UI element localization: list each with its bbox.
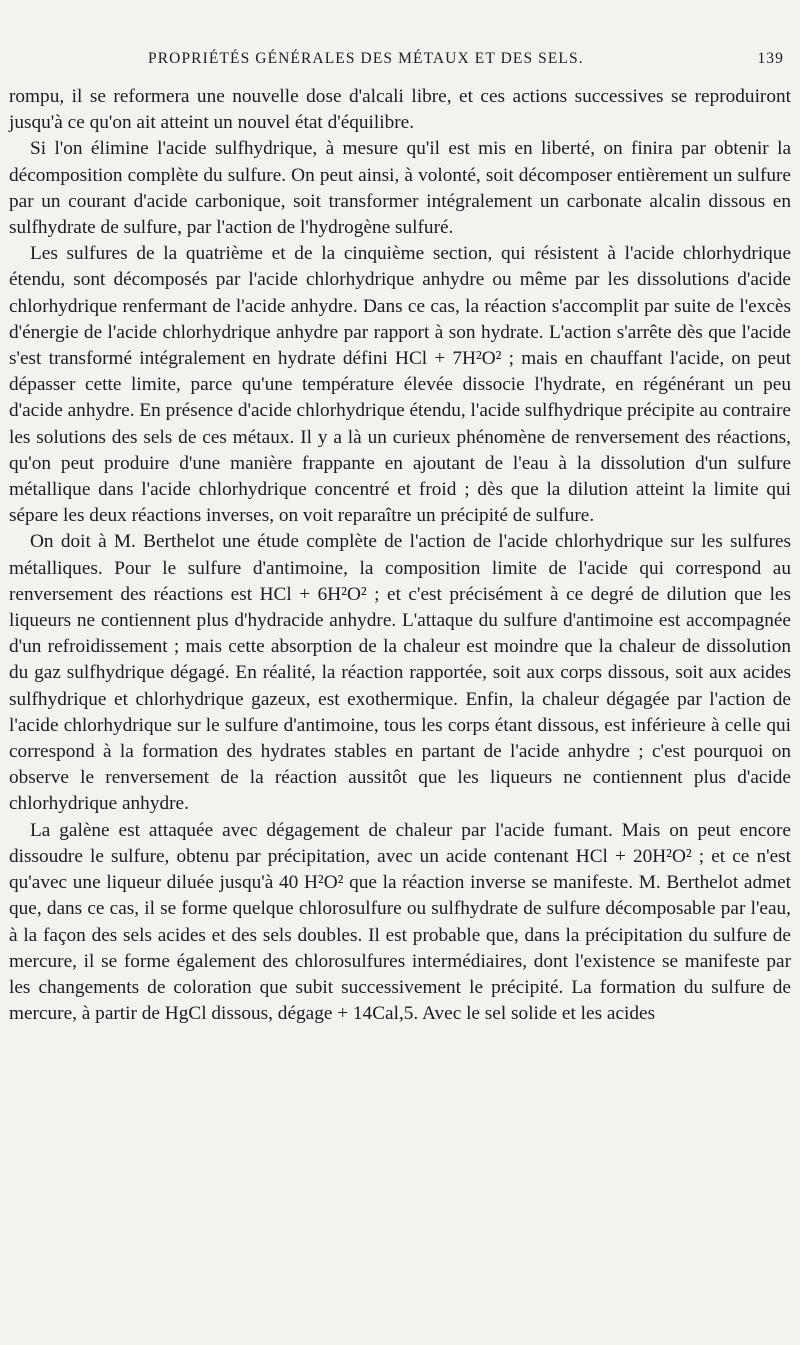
body-text: [9, 84, 791, 1027]
running-head: PROPRIÉTÉS GÉNÉRALES DES MÉTAUX ET DES SELS.: [148, 50, 584, 67]
paragraph: La galène est attaquée avec dégagement de chaleur par l'acide fumant. Mais on peut encore dissoudre le sulfure, obtenu par précipitation, avec un acide contenant HCl + 20H²O² ; et ce n'est qu'avec une liqueur diluée jusqu'à 40 H²O² que la réaction inverse se manifeste. M. Berthelot admet que, dans ce cas, il se forme quelque chlorosulfure ou sulfhydrate de sulfure décomposable par l'eau, à la façon des sels acides et des sels doubles. Il est probable que, dans la précipitation du sulfure de mercure, il se forme également des chlorosulfures intermédiaires, dont l'existence se manifeste par les changements de coloration que subit successivement le précipité. La formation du sulfure de mercure, à partir de HgCl dissous, dégage + 14Cal,5. Avec le sel solide et les acides: [9, 819, 791, 1025]
paragraph: On doit à M. Berthelot une étude complète de l'action de l'acide chlorhydrique sur les sulfures métalliques. Pour le sulfure d'antimoine, la composition limite de l'acide qui correspond au renversement des réactions est HCl + 6H²O² ; et c'est précisément à ce degré de dilution que les liqueurs ne contiennent plus d'hydracide anhydre. L'attaque du sulfure d'antimoine est accompagnée d'un refroidissement ; mais cette absorption de la chaleur est moindre que la chaleur de dissolution du gaz sulfhydrique dégagé. En réalité, la réaction rapportée, soit aux corps dissous, soit aux acides sulfhydrique et chlorhydrique gazeux, est exothermique. Enfin, la chaleur dégagée par l'action de l'acide chlorhydrique sur le sulfure d'antimoine, tous les corps étant dissous, est inférieure à celle qui correspond à la formation des hydrates stables en partant de l'acide anhydre ; c'est pourquoi on observe le renversement de la réaction aussitôt que les liqueurs ne contiennent plus d'acide chlorhydrique anhydre.: [9, 531, 791, 815]
paragraph: Si l'on élimine l'acide sulfhydrique, à mesure qu'il est mis en liberté, on finira par obtenir la décomposition complète du sulfure. On peut ainsi, à volonté, soit décomposer entièrement un sulfure par un courant d'acide carbonique, soit transformer intégralement un carbonate alcalin dissous en sulfhydrate de sulfure, par l'action de l'hydrogène sulfuré.: [9, 138, 791, 239]
paragraph: Les sulfures de la quatrième et de la cinquième section, qui résistent à l'acide chlorhydrique étendu, sont décomposés par l'acide chlorhydrique anhydre ou même par les dissolutions d'acide chlorhydrique renfermant de l'acide anhydre. Dans ce cas, la réaction s'accomplit par suite de l'excès d'énergie de l'acide chlorhydrique anhydre par rapport à son hydrate. L'action s'arrête dès que l'acide s'est transformé intégralement en hydrate défini HCl + 7H²O² ; mais en chauffant l'acide, on peut dépasser cette limite, parce qu'une température élevée dissocie l'hydrate, en régénérant un peu d'acide anhydre. En présence d'acide chlorhydrique étendu, l'acide sulfhydrique précipite au contraire les solutions des sels de ces métaux. Il y a là un curieux phénomène de renversement des réactions, qu'on peut produire d'une manière frappante en ajoutant de l'eau à la dissolution d'un sulfure métallique dans l'acide chlorhydrique concentré et froid ; dès que la dilution atteint la limite qui sépare les deux réactions inverses, on voit reparaître un précipité de sulfure.: [9, 243, 791, 527]
page-header: [10, 50, 790, 74]
paragraph: rompu, il se reformera une nouvelle dose d'alcali libre, et ces actions successives se reproduiront jusqu'à ce qu'on ait atteint un nouvel état d'équilibre.: [9, 86, 791, 134]
page-number: 139: [757, 50, 784, 67]
